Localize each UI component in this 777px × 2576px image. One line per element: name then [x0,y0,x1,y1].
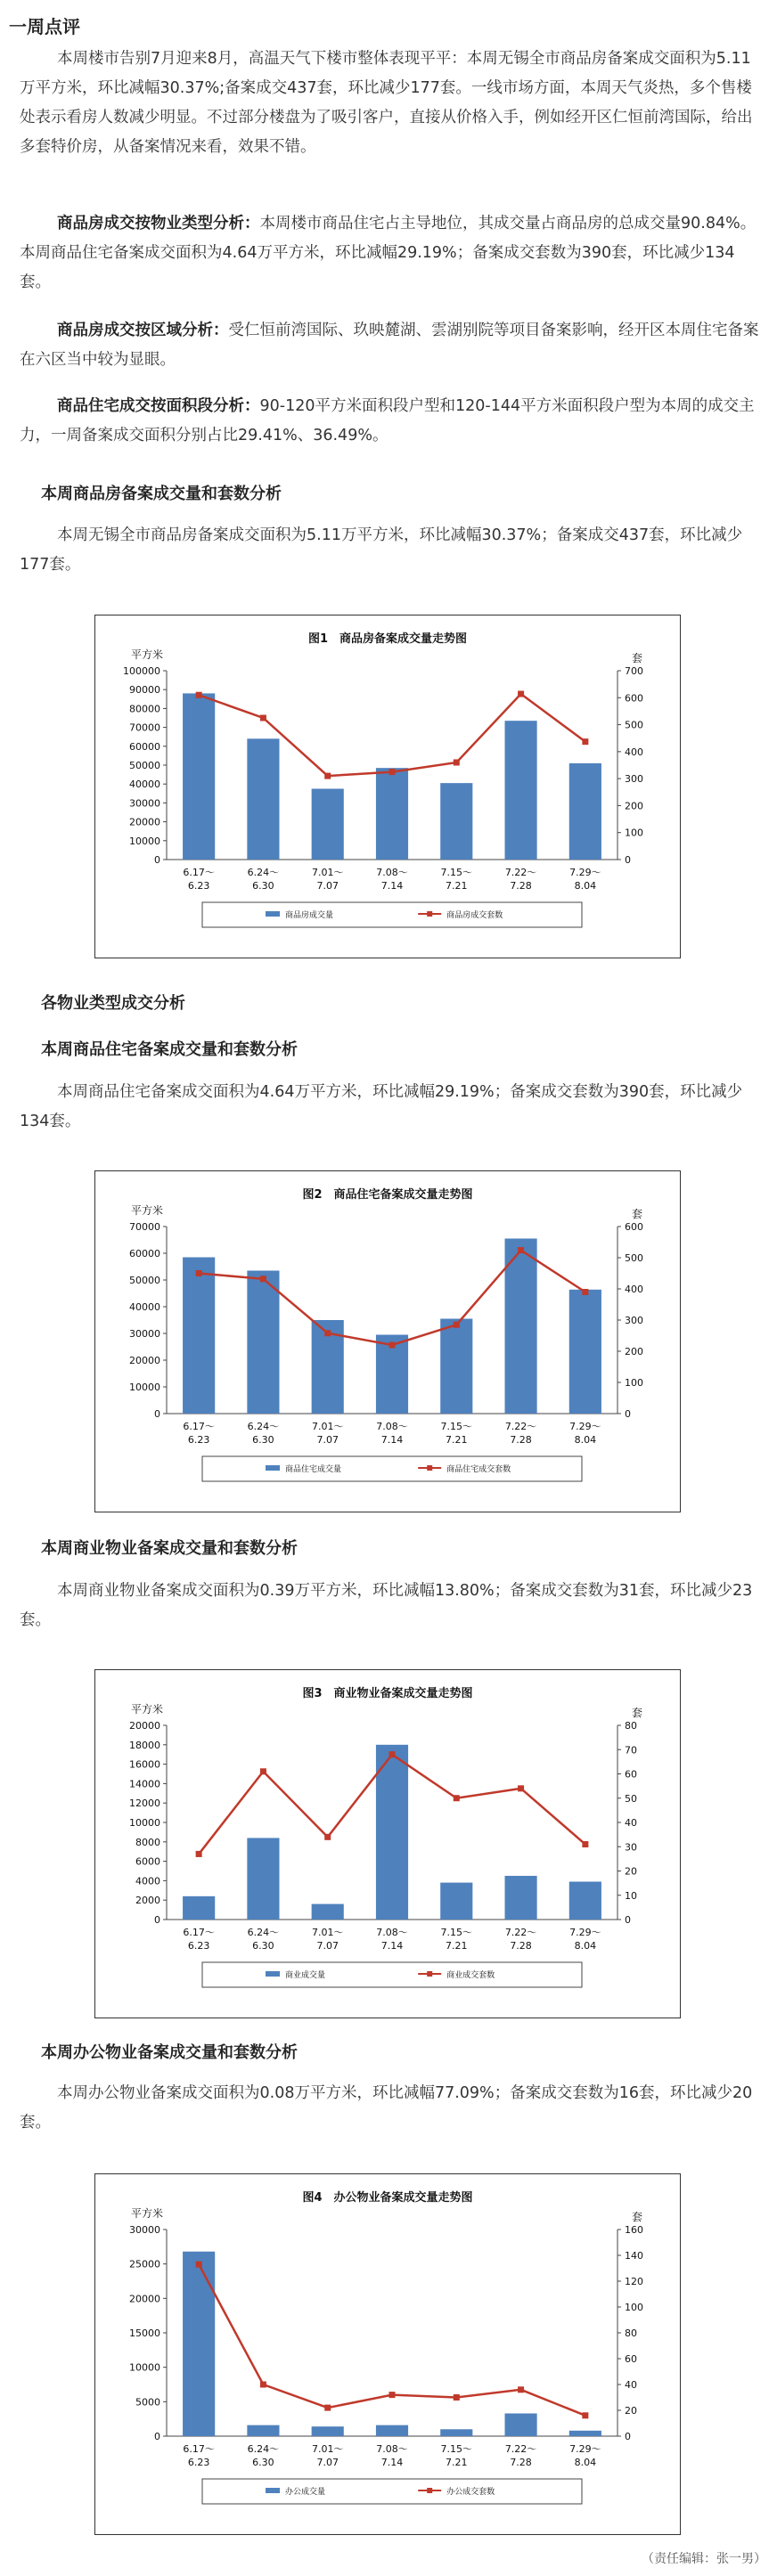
line-point [260,2382,266,2388]
y2-tick-label: 600 [625,692,643,705]
x-tick-label: 6.30 [252,1434,274,1446]
line-point [324,1330,331,1336]
y-tick-label: 16000 [129,1758,160,1771]
legend-bar-swatch [266,911,280,917]
y2-tick-label: 200 [625,1346,643,1357]
property-type-label: 商品房成交按物业类型分析： [57,215,260,232]
line-point [454,2394,460,2401]
y2-tick-label: 80 [625,2327,637,2339]
x-tick-label: 7.21 [446,1434,468,1446]
y2-tick-label: 40 [625,2379,637,2391]
line-point [582,2412,588,2418]
bar [183,1896,215,1920]
x-tick-label: 6.30 [252,880,274,892]
y2-tick-label: 40 [625,1817,637,1829]
y2-tick-label: 0 [625,1914,631,1926]
y-tick-label: 4000 [135,1875,160,1887]
x-tick-label: 6.17～ [183,867,215,878]
y2-tick-label: 20 [625,1865,637,1878]
y-tick-label: 20000 [129,1720,160,1732]
bar [247,2425,279,2436]
y-tick-label: 40000 [129,1301,160,1313]
x-tick-label: 6.23 [187,1434,210,1446]
x-tick-label: 7.14 [380,1434,404,1446]
legend-box [202,2479,582,2504]
x-tick-label: 7.08～ [376,2443,408,2455]
y2-tick-label: 300 [625,773,643,786]
x-tick-label: 7.08～ [376,1421,408,1432]
line-point [389,1751,396,1757]
sec3-text: 本周商业物业备案成交面积为0.39万平方米，环比减幅13.80%；备案成交套数为31套，环比减少23套。 [20,1582,753,1629]
x-tick-label: 7.28 [510,2457,532,2468]
x-tick-label: 6.23 [187,880,210,892]
x-tick-label: 7.07 [316,880,339,892]
y-tick-label: 60000 [129,740,160,753]
y2-tick-label: 80 [625,1720,637,1732]
y-tick-label: 90000 [129,684,160,697]
line-point [518,691,524,697]
bar [440,1883,472,1920]
y-tick-label: 50000 [129,760,160,771]
legend-bar-label: 办公成交量 [285,2488,326,2497]
bar [183,2252,215,2436]
editor-credit: （责任编辑：张一男） [642,2552,766,2566]
y-tick-label: 0 [154,1914,160,1926]
line-point [324,1834,331,1840]
y-tick-label: 20000 [129,816,160,828]
y2-tick-label: 60 [625,1768,637,1781]
y2-tick-label: 0 [625,2431,631,2442]
bar [183,1258,215,1414]
x-tick-label: 7.15～ [440,1421,473,1432]
x-tick-label: 6.17～ [183,2443,215,2455]
x-tick-label: 7.29～ [569,1927,601,1938]
line-point [260,1276,266,1282]
region-analysis [20,316,761,375]
sec1-heading: 本周商品房备案成交量和套数分析 [41,485,282,503]
y-tick-label: 10000 [129,835,160,847]
x-tick-label: 7.29～ [569,2443,601,2455]
line-point [389,2392,396,2398]
y2-tick-label: 600 [625,1221,643,1233]
x-tick-label: 8.04 [574,1434,597,1446]
line-point [196,692,202,698]
line-point [518,1785,524,1791]
x-tick-label: 7.01～ [311,1927,344,1938]
bar [440,1319,472,1414]
y2-axis-label: 套 [632,1208,643,1220]
y-tick-label: 6000 [135,1855,160,1868]
property-type-analysis [20,209,761,298]
line-point [582,1289,588,1295]
legend-box [202,1456,582,1481]
legend-bar-swatch [266,2488,280,2493]
x-tick-label: 7.08～ [376,867,408,878]
y2-tick-label: 100 [625,827,643,839]
x-tick-label: 7.15～ [440,1927,473,1938]
y-tick-label: 100000 [123,665,160,677]
bar [376,768,408,860]
y2-axis-label: 套 [632,652,643,664]
y2-tick-label: 20 [625,2405,637,2417]
line-point [582,1841,588,1847]
property-type-text: 本周楼市商品住宅占主导地位，其成交量占商品房的总成交量90.84%。本周商品住宅备案成交面积为4.64万平方米，环比减幅29.19%；备案成交套数为390套，环比减少134套。 [20,215,757,291]
bar [312,1904,344,1920]
x-tick-label: 6.24～ [247,867,280,878]
x-tick-label: 6.24～ [247,1421,280,1432]
x-tick-label: 7.01～ [311,1421,344,1432]
area-text: 90-120平方米面积段户型和120-144平方米面积段户型为本周的成交主力，一周备案成交面积分别占比29.41%、36.49%。 [20,397,755,444]
x-tick-label: 6.17～ [183,1927,215,1938]
y-tick-label: 70000 [129,1221,160,1233]
bar [569,1881,601,1920]
x-tick-label: 7.22～ [504,1927,537,1938]
bar [247,1271,279,1414]
x-tick-label: 6.23 [187,1940,210,1952]
x-tick-label: 7.21 [446,1940,468,1952]
bar [505,721,537,860]
x-tick-label: 7.01～ [311,2443,344,2455]
y-tick-label: 10000 [129,1817,160,1829]
legend-line-label: 商业成交套数 [446,1971,495,1980]
y2-tick-label: 70 [625,1744,637,1757]
y2-tick-label: 60 [625,2353,637,2365]
legend-line-label: 办公成交套数 [446,2488,495,2497]
chart-4-frame [94,2173,681,2535]
chart-title: 图3 商业物业备案成交量走势图 [302,1687,473,1700]
y2-tick-label: 100 [625,1377,643,1389]
y2-tick-label: 0 [625,1408,631,1420]
legend-line-marker [427,2488,432,2493]
line-point [196,1270,202,1276]
y-tick-label: 80000 [129,703,160,715]
x-tick-label: 7.14 [380,1940,404,1952]
bar [376,1745,408,1920]
x-tick-label: 7.14 [380,880,404,892]
y2-tick-label: 400 [625,746,643,758]
y-tick-label: 0 [154,2431,160,2442]
y-tick-label: 8000 [135,1836,160,1848]
y-axis-label: 平方米 [131,648,164,661]
y-tick-label: 12000 [129,1797,160,1810]
legend-bar-label: 商业成交量 [285,1971,326,1980]
y-tick-label: 50000 [129,1275,160,1286]
x-tick-label: 7.07 [316,1434,339,1446]
x-tick-label: 7.07 [316,1940,339,1952]
chart-title: 图4 办公物业备案成交量走势图 [302,2191,473,2205]
x-tick-label: 7.28 [510,880,532,892]
y-axis-label: 平方米 [131,2207,164,2220]
y-tick-label: 15000 [129,2327,160,2339]
line-point [454,1795,460,1801]
sec2-text: 本周商品住宅备案成交面积为4.64万平方米，环比减幅29.19%；备案成交套数为390套，环比减少134套。 [20,1083,743,1130]
y2-tick-label: 500 [625,719,643,731]
x-tick-label: 6.30 [252,2457,274,2468]
x-tick-label: 8.04 [574,2457,597,2468]
line-point [260,715,266,721]
bar [312,2426,344,2436]
y2-tick-label: 160 [625,2224,643,2236]
sec1-text: 本周无锡全市商品房备案成交面积为5.11万平方米，环比减幅30.37%；备案成交437套，环比减少177套。 [20,526,743,574]
chart-2 [95,1171,680,1512]
x-tick-label: 6.30 [252,1940,274,1952]
y2-tick-label: 100 [625,2302,643,2313]
y-axis-label: 平方米 [131,1703,164,1716]
y-tick-label: 20000 [129,1355,160,1366]
bar [440,783,472,860]
legend-line-marker [427,1971,432,1977]
y2-tick-label: 140 [625,2250,643,2262]
weekly-review-paragraph: 本周楼市告别7月迎来8月，高温天气下楼市整体表现平平：本周无锡全市商品房备案成交面积为5.11万平方米，环比减幅30.37%;备案成交437套，环比减少177套。一线市场方面，本周天气炎热，多个售楼处表示看房人数减少明显。不过部分楼盘为了吸引客户，直接从价格入手，例如经开区仁恒前湾国际，给出多套特价房，从备案情况来看，效果不错。 [20,50,753,156]
y-tick-label: 2000 [135,1895,160,1907]
line-point [324,2405,331,2411]
bar [569,2431,601,2436]
line-point [518,2386,524,2393]
x-tick-label: 6.17～ [183,1421,215,1432]
bar [312,789,344,860]
region-text: 受仁恒前湾国际、玖映麓湖、雲湖别院等项目备案影响，经开区本周住宅备案在六区当中较为显眼。 [20,322,759,369]
bar [247,1838,279,1920]
chart-2-frame [94,1170,681,1512]
y-tick-label: 14000 [129,1778,160,1790]
x-tick-label: 6.23 [187,2457,210,2468]
area-label: 商品住宅成交按面积段分析： [57,397,260,415]
legend-bar-swatch [266,1465,280,1471]
line-point [389,769,396,775]
x-tick-label: 7.29～ [569,1421,601,1432]
y-tick-label: 60000 [129,1248,160,1259]
y-tick-label: 18000 [129,1739,160,1751]
legend-box [202,902,582,927]
line-point [454,1322,460,1328]
legend-box [202,1962,582,1987]
x-tick-label: 7.29～ [569,867,601,878]
y-tick-label: 40000 [129,779,160,791]
x-tick-label: 7.01～ [311,867,344,878]
y2-tick-label: 50 [625,1792,637,1805]
x-tick-label: 6.24～ [247,2443,280,2455]
x-tick-label: 8.04 [574,880,597,892]
line-point [389,1342,396,1349]
chart-title: 图1 商品房备案成交量走势图 [307,632,468,646]
line-point [518,1247,524,1253]
x-tick-label: 7.28 [510,1940,532,1952]
x-tick-label: 7.28 [510,1434,532,1446]
sec2-subheading: 本周商品住宅备案成交量和套数分析 [41,1040,298,1059]
legend-bar-label: 商品住宅成交量 [285,1465,342,1474]
region-label: 商品房成交按区域分析： [57,322,229,339]
line-point [454,759,460,765]
x-tick-label: 7.14 [380,2457,404,2468]
y2-tick-label: 30 [625,1841,637,1854]
chart-3 [95,1670,680,2018]
y-tick-label: 5000 [135,2396,160,2409]
y2-tick-label: 700 [625,665,643,677]
y-tick-label: 10000 [129,1382,160,1393]
bar [440,2429,472,2436]
y2-axis-label: 套 [632,2211,643,2223]
line-point [196,2262,202,2268]
x-tick-label: 7.22～ [504,867,537,878]
chart-3-frame [94,1669,681,2018]
line-point [582,738,588,745]
chart-1-frame [94,615,681,958]
y-axis-label: 平方米 [131,1204,164,1217]
bar [247,738,279,860]
y2-axis-label: 套 [632,1707,643,1719]
sec4-heading: 本周办公物业备案成交量和套数分析 [41,2043,298,2062]
x-tick-label: 7.22～ [504,2443,537,2455]
sec3-heading: 本周商业物业备案成交量和套数分析 [41,1539,298,1558]
x-tick-label: 7.15～ [440,2443,473,2455]
x-tick-label: 6.24～ [247,1927,280,1938]
legend-line-marker [427,911,432,917]
x-tick-label: 7.21 [446,2457,468,2468]
bar [569,763,601,860]
weekly-review-heading: 一周点评 [9,16,80,37]
bar [183,693,215,860]
y-tick-label: 25000 [129,2258,160,2270]
bar [569,1290,601,1414]
line-point [260,1768,266,1774]
line-point [324,773,331,779]
y-tick-label: 0 [154,1408,160,1420]
y-tick-label: 70000 [129,721,160,734]
x-tick-label: 7.08～ [376,1927,408,1938]
bar [505,1876,537,1920]
chart-title: 图2 商品住宅备案成交量走势图 [302,1188,473,1202]
legend-bar-swatch [266,1971,280,1977]
legend-line-marker [427,1465,432,1471]
line-point [196,1851,202,1857]
y-tick-label: 30000 [129,797,160,810]
y2-tick-label: 500 [625,1252,643,1264]
y2-tick-label: 10 [625,1889,637,1902]
sec2-heading: 各物业类型成交分析 [41,994,185,1013]
y-tick-label: 30000 [129,1328,160,1340]
y2-tick-label: 400 [625,1284,643,1295]
y-tick-label: 10000 [129,2361,160,2374]
chart-4 [95,2174,680,2534]
bar [505,2413,537,2436]
legend-bar-label: 商品房成交量 [285,911,334,920]
y2-tick-label: 200 [625,800,643,812]
area-analysis [20,392,761,451]
y-tick-label: 30000 [129,2224,160,2236]
y2-tick-label: 0 [625,854,631,866]
y-tick-label: 0 [154,854,160,866]
legend-line-label: 商品房成交套数 [446,911,503,920]
sec4-text: 本周办公物业备案成交面积为0.08万平方米，环比减幅77.09%；备案成交套数为16套，环比减少20套。 [20,2084,753,2132]
y2-tick-label: 300 [625,1315,643,1326]
y2-tick-label: 120 [625,2276,643,2287]
bar [376,2425,408,2436]
y-tick-label: 20000 [129,2293,160,2305]
chart-1 [95,615,680,958]
x-tick-label: 7.15～ [440,867,473,878]
x-tick-label: 7.07 [316,2457,339,2468]
x-tick-label: 8.04 [574,1940,597,1952]
x-tick-label: 7.21 [446,880,468,892]
x-tick-label: 7.22～ [504,1421,537,1432]
legend-line-label: 商品住宅成交套数 [446,1465,511,1474]
